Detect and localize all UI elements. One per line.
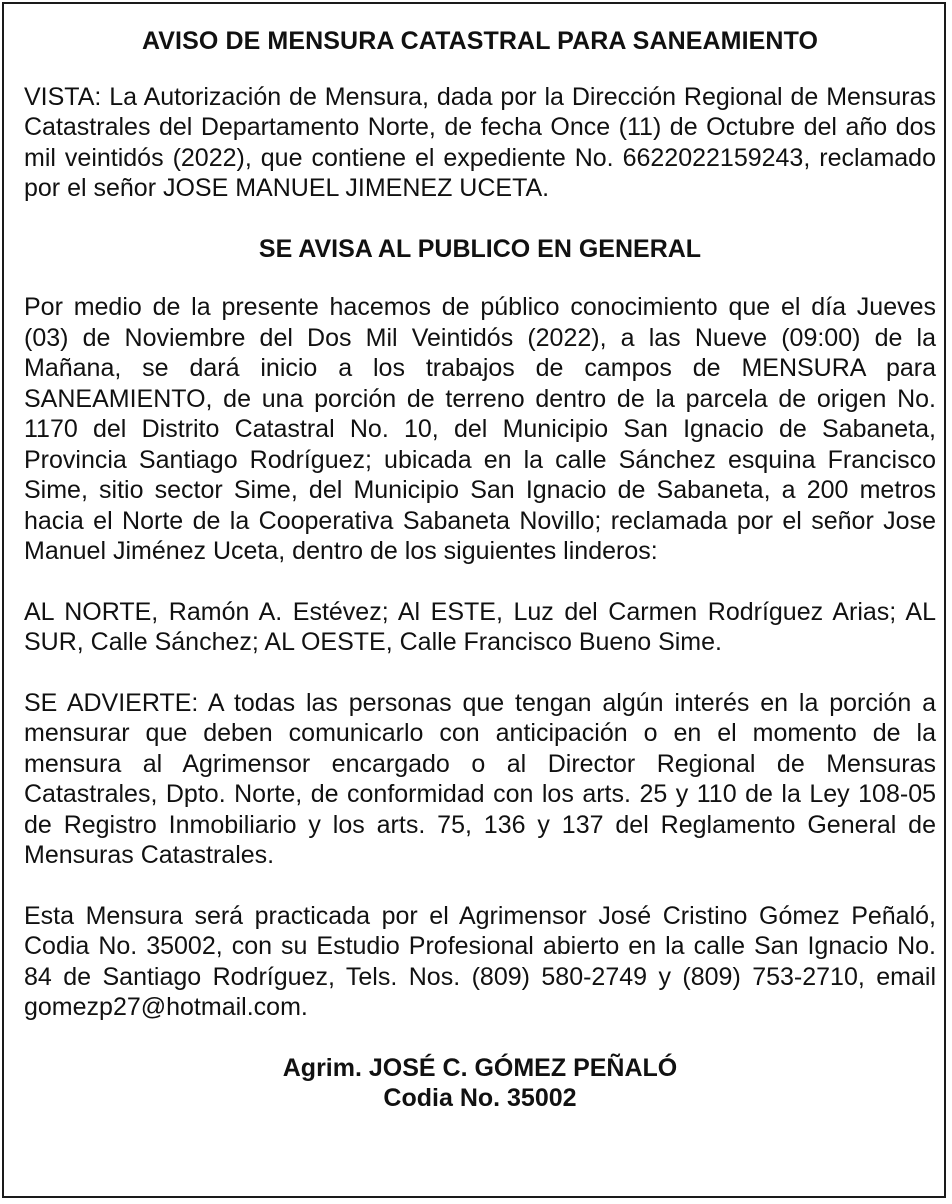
notice-frame (2, 2, 946, 1198)
warning-paragraph: SE ADVIERTE: A todas las personas que tengan algún interés en la porción a mensurar que deben comunicarlo con anticipación o en el momento de la mensura al Agrimensor encargado o al Director Regional de Mensuras Catastrales, Dpto. Norte, de conformidad con los arts. 25 y 110 de la Ley 108-05 de Registro Inmobiliario y los arts. 75, 136 y 137 del Reglamento General de Mensuras Catastrales. (24, 688, 936, 869)
signature-codia: Codia No. 35002 (383, 1084, 577, 1112)
notice-subtitle: SE AVISA AL PUBLICO EN GENERAL (258, 234, 702, 263)
signature-name: Agrim. JOSÉ C. GÓMEZ PEÑALÓ (282, 1053, 678, 1082)
boundaries-paragraph: AL NORTE, Ramón A. Estévez; Al ESTE, Luz del Carmen Rodríguez Arias; AL SUR, Calle Sánchez; AL OESTE, Calle Francisco Bueno Sime. (24, 597, 936, 656)
notice-content (24, 26, 936, 1114)
notice-title: AVISO DE MENSURA CATASTRAL PARA SANEAMIENTO (141, 27, 819, 55)
surveyor-paragraph: Esta Mensura será practicada por el Agrimensor José Cristino Gómez Peñaló, Codia No. 35002, con su Estudio Profesional abierto en la calle San Ignacio No. 84 de Santiago Rodríguez, Tels. Nos. (809) 580-2749 y (809) 753-2710, email gomezp27@hotmail.com. (24, 901, 936, 1021)
signature-block (24, 1053, 936, 1114)
body-paragraph: Por medio de la presente hacemos de público conocimiento que el día Jueves (03) de Noviembre del Dos Mil Veintidós (2022), a las Nueve (09:00) de la Mañana, se dará inicio a los trabajos de campos de MENSURA para SANEAMIENTO, de una porción de terreno dentro de la parcela de origen No. 1170 del Distrito Catastral No. 10, del Municipio San Ignacio de Sabaneta, Provincia Santiago Rodríguez; ubicada en la calle Sánchez esquina Francisco Sime, sitio sector Sime, del Municipio San Ignacio de Sabaneta, a 200 metros hacia el Norte de la Cooperativa Sabaneta Novillo; reclamada por el señor Jose Manuel Jiménez Uceta, dentro de los siguientes linderos: (24, 293, 936, 565)
vista-paragraph: VISTA: La Autorización de Mensura, dada por la Dirección Regional de Mensuras Catastrales del Departamento Norte, de fecha Once (11) de Octubre del año dos mil veintidós (2022), que contiene el expediente No. 6622022159243, reclamado por el señor JOSE MANUEL JIMENEZ UCETA. (24, 82, 936, 202)
